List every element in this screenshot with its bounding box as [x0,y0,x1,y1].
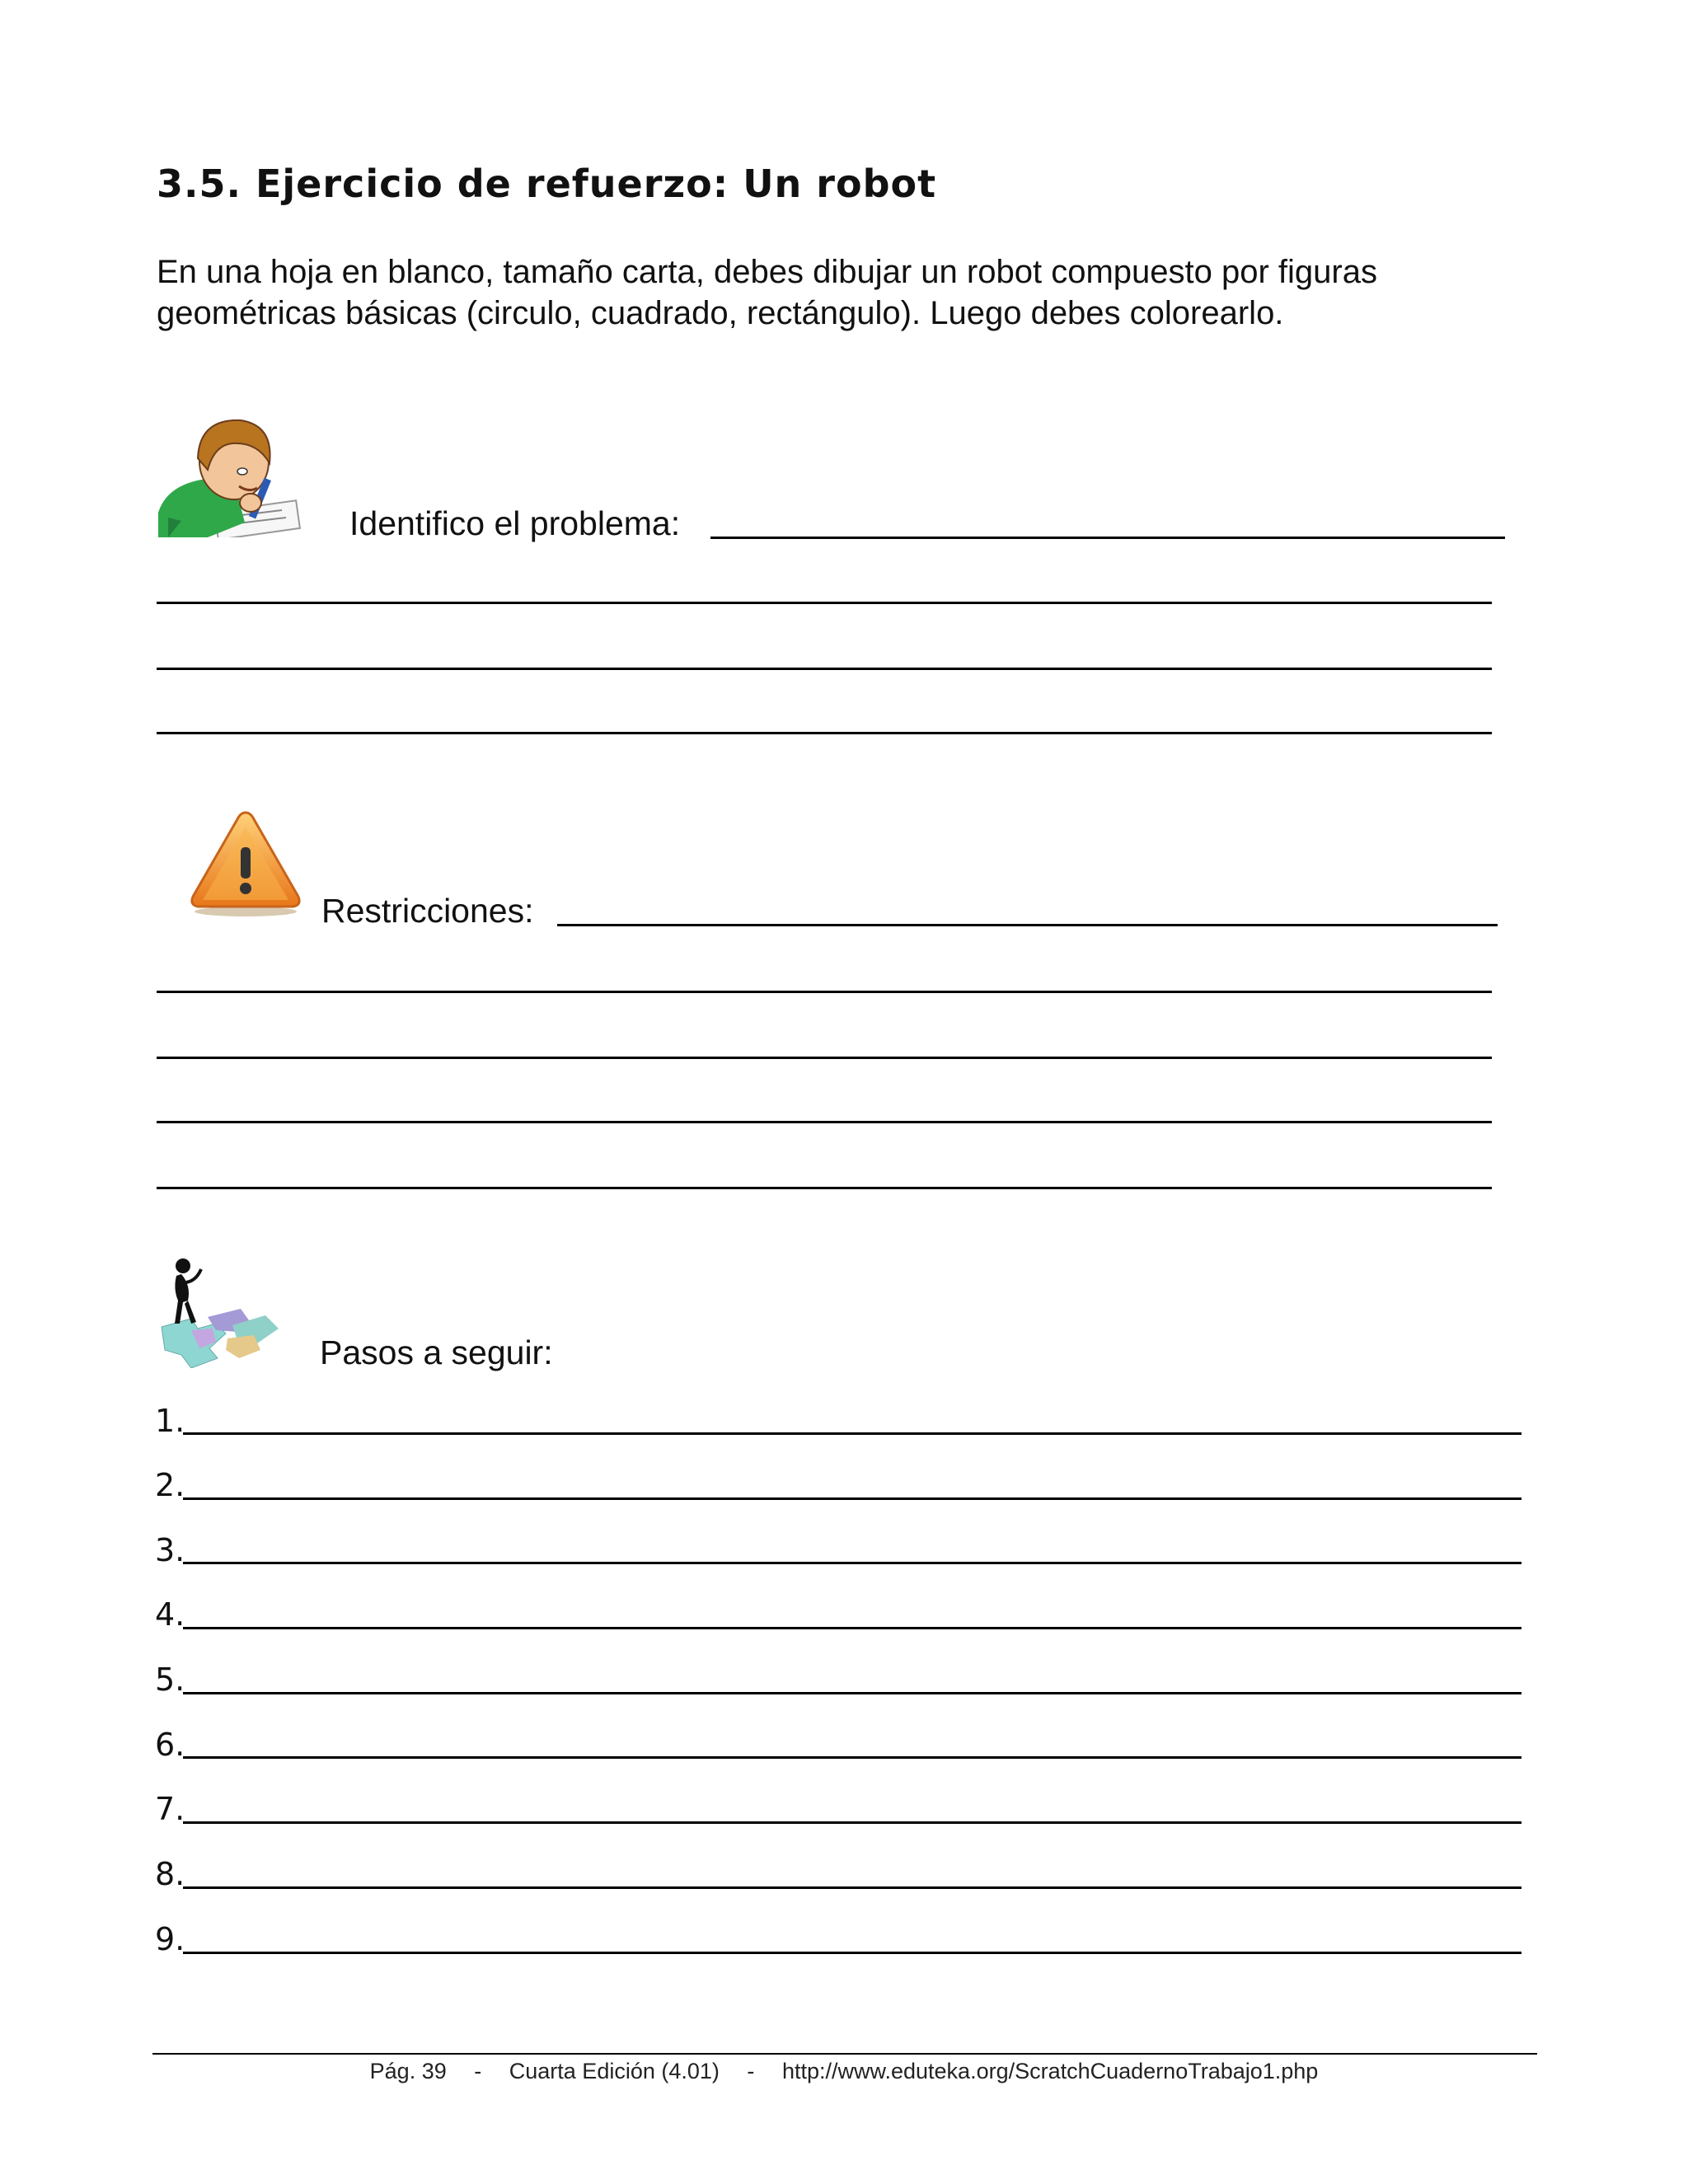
problem-answer-line[interactable] [157,602,1492,604]
problem-answer-line[interactable] [710,537,1505,539]
child-writing-icon [158,414,312,537]
footer-separator: - [474,2059,482,2083]
step-answer-line[interactable] [183,1432,1522,1435]
instructions-paragraph [157,251,1541,334]
problem-answer-line[interactable] [157,732,1492,734]
warning-icon [188,808,303,918]
problem-answer-line[interactable] [157,668,1492,670]
step-number: 1. [155,1403,185,1439]
step-number: 3. [155,1532,185,1568]
step-answer-line[interactable] [183,1756,1522,1759]
step-number: 5. [155,1661,185,1698]
step-number: 4. [155,1596,185,1633]
step-number: 2. [155,1467,185,1503]
section-title: 3.5. Ejercicio de refuerzo: Un robot [157,162,937,206]
instructions-line-2: geométricas básicas (circulo, cuadrado, rectángulo). Luego debes colorearlo. [157,295,1284,331]
page-number: Pág. 39 [369,2059,447,2083]
page-footer [0,2059,1688,2084]
footer-divider [152,2053,1537,2055]
step-answer-line[interactable] [183,1562,1522,1564]
source-url[interactable]: http://www.eduteka.org/ScratchCuadernoTrabajo1.php [781,2059,1319,2083]
footer-separator: - [747,2059,755,2083]
instructions-line-1: En una hoja en blanco, tamaño carta, debes dibujar un robot compuesto por figuras [157,254,1377,290]
restrictions-answer-line[interactable] [157,991,1492,993]
step-answer-line[interactable] [183,1627,1522,1629]
restrictions-answer-line[interactable] [557,924,1498,926]
step-answer-line[interactable] [183,1886,1522,1889]
step-number: 6. [155,1727,185,1763]
step-answer-line[interactable] [183,1692,1522,1694]
restrictions-answer-line[interactable] [157,1187,1492,1189]
step-answer-line[interactable] [183,1821,1522,1824]
restrictions-label: Restricciones: [321,892,534,930]
edition-label: Cuarta Edición (4.01) [509,2059,720,2083]
step-number: 7. [155,1791,185,1827]
steps-label: Pasos a seguir: [320,1333,553,1371]
step-number: 8. [155,1856,185,1892]
puzzle-person-icon [158,1253,282,1368]
restrictions-answer-line[interactable] [157,1121,1492,1123]
step-number: 9. [155,1921,185,1957]
step-answer-line[interactable] [183,1497,1522,1500]
step-answer-line[interactable] [183,1952,1522,1954]
problem-label: Identifico el problema: [349,504,681,542]
restrictions-answer-line[interactable] [157,1057,1492,1059]
